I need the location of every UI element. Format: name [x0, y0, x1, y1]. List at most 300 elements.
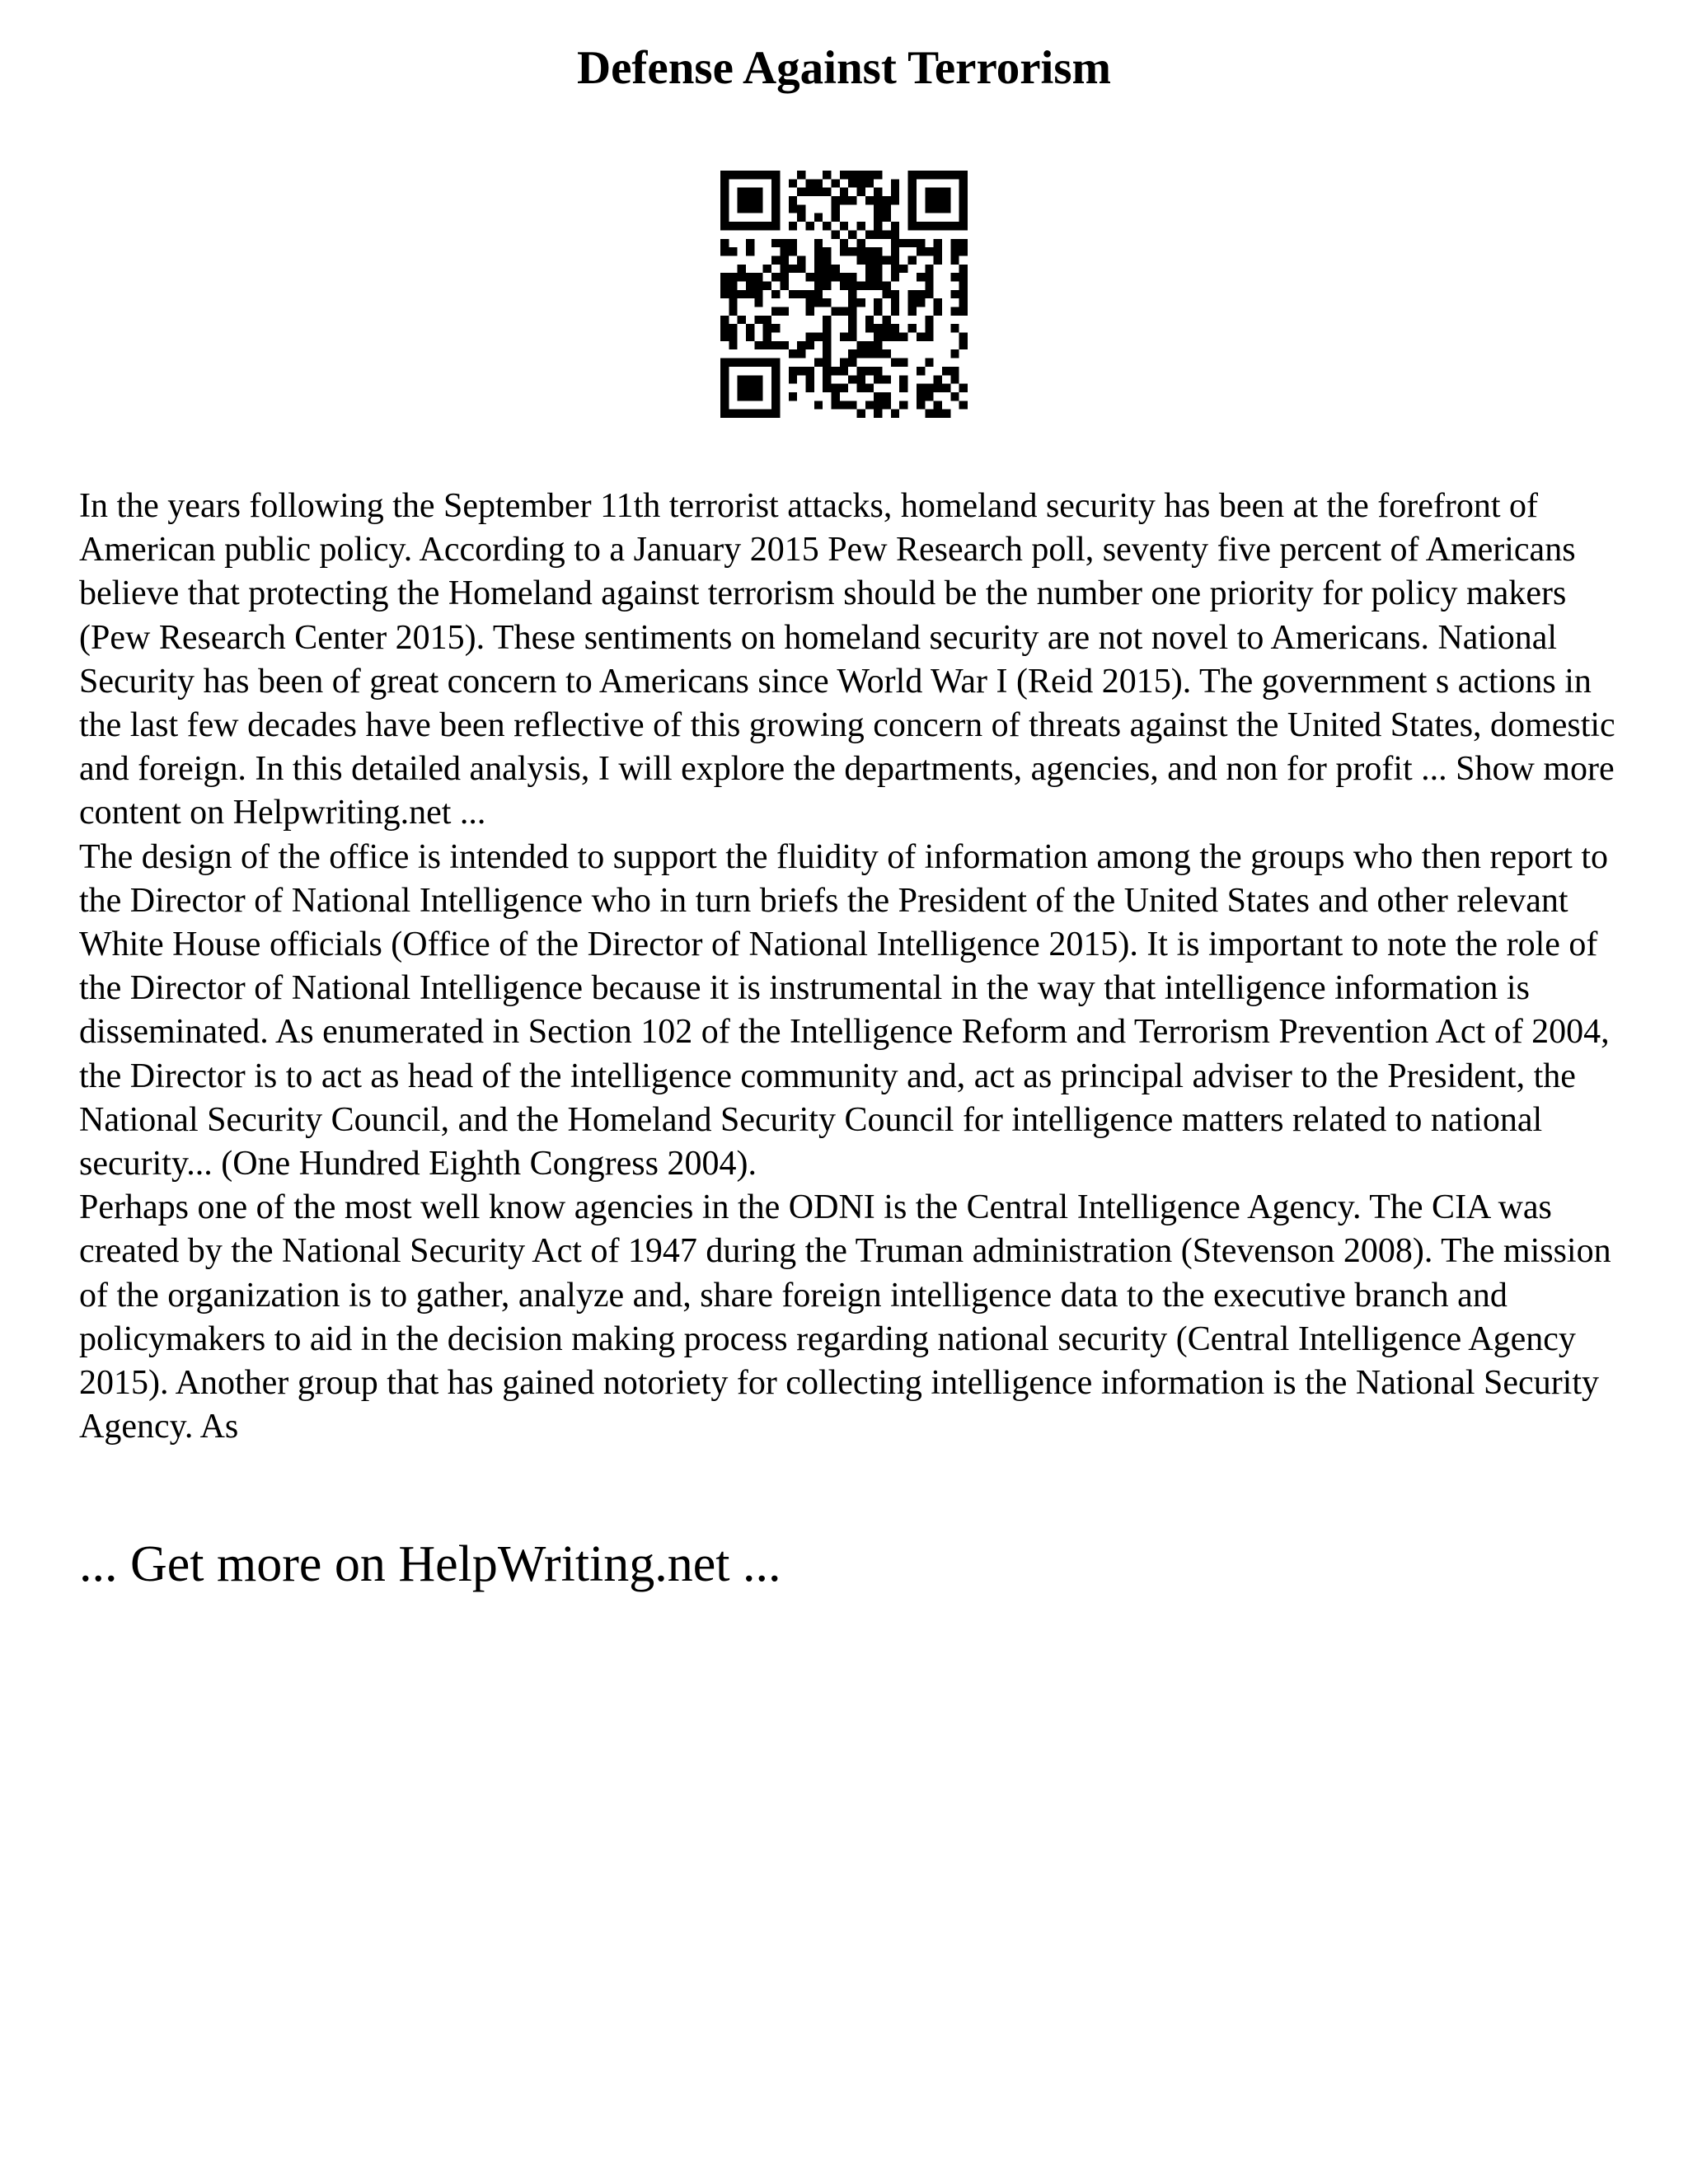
qr-module: [738, 222, 746, 230]
qr-module: [857, 171, 865, 179]
qr-module: [925, 290, 933, 298]
qr-module: [754, 196, 762, 204]
qr-module: [874, 188, 882, 196]
qr-module: [771, 204, 780, 213]
qr-module: [942, 188, 950, 196]
qr-module: [763, 265, 771, 273]
qr-module: [840, 307, 848, 316]
qr-module: [754, 273, 762, 281]
qr-module: [942, 196, 950, 204]
qr-module: [874, 375, 882, 383]
qr-module: [848, 247, 856, 255]
qr-module: [874, 367, 882, 375]
qr-module: [917, 171, 925, 179]
qr-module: [840, 273, 848, 281]
qr-module: [925, 247, 933, 255]
qr-module: [823, 316, 831, 324]
qr-module: [959, 204, 968, 213]
qr-module: [891, 188, 899, 196]
qr-module: [857, 222, 865, 230]
qr-module: [805, 375, 814, 383]
qr-module: [908, 179, 917, 187]
qr-module: [840, 367, 848, 375]
qr-module: [865, 401, 874, 409]
qr-module: [789, 349, 797, 358]
qr-module: [840, 333, 848, 341]
qr-module: [823, 341, 831, 349]
qr-module: [771, 324, 780, 332]
qr-module: [883, 281, 891, 289]
qr-module: [874, 230, 882, 238]
qr-module: [874, 410, 882, 418]
qr-module: [797, 213, 805, 222]
qr-module: [959, 273, 968, 281]
qr-module: [814, 281, 823, 289]
qr-module: [729, 298, 737, 307]
qr-module: [754, 281, 762, 289]
qr-module: [797, 188, 805, 196]
qr-module: [797, 171, 805, 179]
qr-module: [950, 290, 959, 298]
qr-module: [865, 281, 874, 289]
qr-module: [805, 384, 814, 392]
qr-module: [823, 384, 831, 392]
qr-module: [874, 324, 882, 332]
qr-module: [865, 316, 874, 324]
qr-module: [857, 349, 865, 358]
qr-module: [831, 273, 839, 281]
qr-module: [950, 222, 959, 230]
qr-module: [729, 247, 737, 255]
qr-module: [738, 359, 746, 367]
qr-module: [823, 349, 831, 358]
qr-module: [950, 349, 959, 358]
qr-module: [883, 324, 891, 332]
qr-module: [891, 247, 899, 255]
qr-module: [908, 204, 917, 213]
qr-module: [789, 392, 797, 401]
qr-module: [720, 333, 729, 341]
qr-module: [831, 213, 839, 222]
qr-module: [771, 375, 780, 383]
qr-module: [891, 290, 899, 298]
qr-module: [874, 281, 882, 289]
paragraph-2: The design of the office is intended to support the fluidity of information among the groups who then report to the Director of National Intelligence who in turn briefs the President of the United States and other relevant White House officials (Office of the Director of National Intelligence 2015). It is important to note the role of the Director of National Intelligence because it is instrumental in the way that intelligence information is disseminated. As enumerated in Section 102 of the Intelligence Reform and Terrorism Prevention Act of 2004, the Director is to act as head of the intelligence community and, act as principal adviser to the President, the National Security Council, and the Homeland Security Council for intelligence matters related to national security... (One Hundred Eighth Congress 2004).: [79, 837, 1610, 1183]
qr-module: [805, 273, 814, 281]
qr-module: [925, 392, 933, 401]
qr-module: [925, 333, 933, 341]
qr-module: [942, 222, 950, 230]
qr-module: [771, 359, 780, 367]
qr-module: [917, 222, 925, 230]
qr-module: [754, 392, 762, 401]
qr-module: [746, 375, 754, 383]
qr-module: [840, 384, 848, 392]
qr-module: [942, 384, 950, 392]
qr-module: [883, 375, 891, 383]
qr-module: [763, 281, 771, 289]
qr-module: [959, 196, 968, 204]
qr-module: [908, 307, 917, 316]
qr-module: [959, 222, 968, 230]
qr-module: [865, 367, 874, 375]
qr-module: [738, 392, 746, 401]
page-title: Defense Against Terrorism: [576, 42, 1112, 94]
qr-module: [738, 290, 746, 298]
qr-module: [771, 384, 780, 392]
qr-module: [891, 265, 899, 273]
qr-module: [720, 213, 729, 222]
qr-module: [720, 359, 729, 367]
qr-module: [840, 171, 848, 179]
qr-module: [950, 247, 959, 255]
qr-module: [823, 247, 831, 255]
qr-module: [848, 290, 856, 298]
qr-module: [891, 196, 899, 204]
qr-module: [771, 188, 780, 196]
qr-module: [754, 410, 762, 418]
qr-module: [746, 281, 754, 289]
qr-module: [934, 307, 942, 316]
qr-module: [797, 367, 805, 375]
qr-module: [763, 333, 771, 341]
qr-module: [959, 179, 968, 187]
qr-module: [959, 401, 968, 409]
qr-module: [729, 290, 737, 298]
qr-module: [738, 265, 746, 273]
qr-module: [771, 213, 780, 222]
qr-module: [720, 401, 729, 409]
qr-module: [950, 307, 959, 316]
qr-module: [883, 290, 891, 298]
qr-module: [934, 222, 942, 230]
qr-module: [874, 307, 882, 316]
qr-module: [925, 188, 933, 196]
qr-module: [857, 410, 865, 418]
qr-module: [780, 247, 788, 255]
qr-module: [797, 204, 805, 213]
qr-module: [738, 384, 746, 392]
qr-module: [814, 273, 823, 281]
qr-module: [874, 255, 882, 264]
qr-module: [738, 273, 746, 281]
qr-module: [797, 290, 805, 298]
qr-module: [925, 222, 933, 230]
qr-module: [908, 255, 917, 264]
qr-module: [857, 367, 865, 375]
qr-module: [738, 196, 746, 204]
qr-module: [805, 179, 814, 187]
qr-module: [805, 290, 814, 298]
qr-module: [848, 359, 856, 367]
qr-module: [754, 359, 762, 367]
qr-module: [857, 247, 865, 255]
qr-module: [840, 188, 848, 196]
qr-module: [917, 239, 925, 247]
qr-module: [831, 401, 839, 409]
qr-module: [746, 392, 754, 401]
qr-module: [720, 290, 729, 298]
qr-module: [848, 307, 856, 316]
qr-module: [763, 222, 771, 230]
qr-module: [959, 384, 968, 392]
qr-module: [771, 171, 780, 179]
qr-module: [950, 375, 959, 383]
qr-module: [874, 204, 882, 213]
qr-module: [763, 316, 771, 324]
qr-module: [874, 265, 882, 273]
qr-module: [789, 265, 797, 273]
qr-module: [823, 222, 831, 230]
qr-module: [805, 333, 814, 341]
qr-module: [771, 222, 780, 230]
qr-module: [917, 384, 925, 392]
qr-module: [865, 255, 874, 264]
qr-module: [874, 392, 882, 401]
qr-module: [934, 188, 942, 196]
qr-module: [754, 341, 762, 349]
qr-module: [738, 316, 746, 324]
qr-module: [823, 324, 831, 332]
qr-module: [959, 239, 968, 247]
qr-module: [874, 213, 882, 222]
qr-module: [891, 239, 899, 247]
qr-module: [883, 401, 891, 409]
qr-module: [814, 359, 823, 367]
qr-module: [823, 281, 831, 289]
qr-module: [823, 298, 831, 307]
qr-module: [780, 239, 788, 247]
qr-module: [814, 333, 823, 341]
qr-module: [729, 359, 737, 367]
qr-module: [865, 196, 874, 204]
qr-module: [754, 204, 762, 213]
qr-module: [934, 204, 942, 213]
qr-module: [823, 255, 831, 264]
qr-module: [805, 307, 814, 316]
qr-module: [797, 255, 805, 264]
qr-module: [823, 375, 831, 383]
qr-module: [891, 298, 899, 307]
qr-module: [883, 316, 891, 324]
qr-module: [746, 324, 754, 332]
qr-module: [823, 188, 831, 196]
qr-module: [789, 367, 797, 375]
qr-module: [746, 222, 754, 230]
qr-module: [814, 179, 823, 187]
qr-module: [720, 324, 729, 332]
qr-module: [917, 333, 925, 341]
qr-module: [780, 265, 788, 273]
qr-module: [720, 188, 729, 196]
qr-module: [883, 230, 891, 238]
qr-module: [891, 255, 899, 264]
qr-module: [934, 171, 942, 179]
qr-module: [891, 222, 899, 230]
qr-module: [746, 410, 754, 418]
qr-module: [831, 196, 839, 204]
qr-module: [959, 265, 968, 273]
qr-module: [729, 307, 737, 316]
qr-module: [848, 316, 856, 324]
qr-module: [754, 222, 762, 230]
qr-module: [942, 367, 950, 375]
qr-module: [908, 324, 917, 332]
qr-module: [746, 204, 754, 213]
qr-module: [857, 239, 865, 247]
qr-module: [874, 349, 882, 358]
qr-module: [857, 179, 865, 187]
qr-module: [899, 375, 907, 383]
qr-module: [848, 273, 856, 281]
qr-module: [959, 290, 968, 298]
qr-module: [763, 410, 771, 418]
qr-module: [805, 222, 814, 230]
qr-module: [857, 281, 865, 289]
qr-module: [771, 401, 780, 409]
qr-code-graphic: [720, 171, 968, 418]
qr-module: [848, 375, 856, 383]
qr-module: [746, 384, 754, 392]
qr-module: [720, 367, 729, 375]
qr-module: [950, 392, 959, 401]
qr-module: [754, 316, 762, 324]
qr-module: [738, 410, 746, 418]
qr-module: [780, 255, 788, 264]
qr-module: [899, 401, 907, 409]
qr-module: [840, 239, 848, 247]
qr-module: [720, 247, 729, 255]
qr-module: [891, 333, 899, 341]
qr-module: [789, 204, 797, 213]
qr-module: [891, 324, 899, 332]
qr-module: [925, 384, 933, 392]
qr-module: [934, 410, 942, 418]
qr-module: [934, 239, 942, 247]
get-more-link[interactable]: ... Get more on HelpWriting.net ...: [79, 1536, 781, 1592]
qr-module: [840, 222, 848, 230]
qr-module: [899, 359, 907, 367]
qr-module: [959, 298, 968, 307]
qr-module: [899, 333, 907, 341]
qr-module: [763, 171, 771, 179]
qr-module: [925, 281, 933, 289]
qr-module: [934, 196, 942, 204]
qr-module: [848, 349, 856, 358]
qr-module: [942, 204, 950, 213]
qr-module: [780, 341, 788, 349]
qr-module: [771, 239, 780, 247]
qr-module: [814, 188, 823, 196]
qr-module: [865, 230, 874, 238]
qr-module: [848, 401, 856, 409]
qr-module: [891, 307, 899, 316]
qr-module: [959, 188, 968, 196]
qr-module: [959, 213, 968, 222]
qr-module: [950, 255, 959, 264]
qr-module: [925, 273, 933, 281]
qr-module: [865, 324, 874, 332]
qr-module: [746, 196, 754, 204]
qr-module: [934, 401, 942, 409]
qr-module: [891, 359, 899, 367]
qr-module: [865, 384, 874, 392]
qr-module: [959, 333, 968, 341]
qr-module: [729, 222, 737, 230]
qr-module: [823, 171, 831, 179]
qr-module: [857, 188, 865, 196]
qr-module: [814, 265, 823, 273]
qr-module: [729, 171, 737, 179]
qr-module: [814, 298, 823, 307]
qr-module: [899, 384, 907, 392]
qr-module: [805, 188, 814, 196]
qr-module: [763, 359, 771, 367]
qr-module: [738, 188, 746, 196]
qr-module: [746, 333, 754, 341]
qr-module: [720, 281, 729, 289]
qr-module: [874, 247, 882, 255]
qr-module: [797, 349, 805, 358]
qr-module: [814, 239, 823, 247]
qr-module: [763, 341, 771, 349]
qr-module: [840, 247, 848, 255]
qr-module: [771, 179, 780, 187]
qr-module: [865, 265, 874, 273]
qr-module: [720, 222, 729, 230]
qr-module: [789, 375, 797, 383]
qr-module: [883, 349, 891, 358]
qr-module: [883, 204, 891, 213]
qr-module: [831, 230, 839, 238]
qr-module: [831, 392, 839, 401]
qr-module: [771, 410, 780, 418]
qr-module: [959, 281, 968, 289]
qr-module: [848, 179, 856, 187]
qr-module: [805, 367, 814, 375]
qr-module: [789, 247, 797, 255]
qr-module: [831, 384, 839, 392]
qr-module: [771, 273, 780, 281]
qr-module: [950, 239, 959, 247]
qr-code-icon[interactable]: [720, 171, 968, 418]
qr-module: [899, 265, 907, 273]
qr-module: [848, 230, 856, 238]
qr-module: [883, 392, 891, 401]
qr-module: [754, 171, 762, 179]
qr-module: [883, 196, 891, 204]
qr-module: [925, 316, 933, 324]
qr-module: [874, 298, 882, 307]
qr-module: [925, 359, 933, 367]
qr-module: [720, 410, 729, 418]
qr-module: [959, 171, 968, 179]
qr-module: [942, 410, 950, 418]
qr-module: [797, 265, 805, 273]
qr-module: [831, 307, 839, 316]
qr-module: [823, 265, 831, 273]
qr-module: [883, 255, 891, 264]
qr-module: [823, 273, 831, 281]
qr-module: [831, 265, 839, 273]
qr-module: [771, 255, 780, 264]
qr-module: [934, 247, 942, 255]
qr-module: [917, 273, 925, 281]
qr-module: [925, 171, 933, 179]
qr-module: [959, 247, 968, 255]
paragraph-1: In the years following the September 11th terrorist attacks, homeland security has been at the forefront of American public policy. According to a January 2015 Pew Research poll, seventy five percent of Americans believe that protecting the Homeland against terrorism should be the number one priority for policy makers (Pew Research Center 2015). These sentiments on homeland security are not novel to Americans. National Security has been of great concern to Americans since World War I (Reid 2015). The government s actions in the last few decades have been reflective of this growing concern of threats against the United States, domestic and foreign. In this detailed analysis, I will explore the departments, agencies, and non for profit ... Show more content on Helpwriting.net ...: [79, 487, 1615, 832]
qr-module: [917, 367, 925, 375]
